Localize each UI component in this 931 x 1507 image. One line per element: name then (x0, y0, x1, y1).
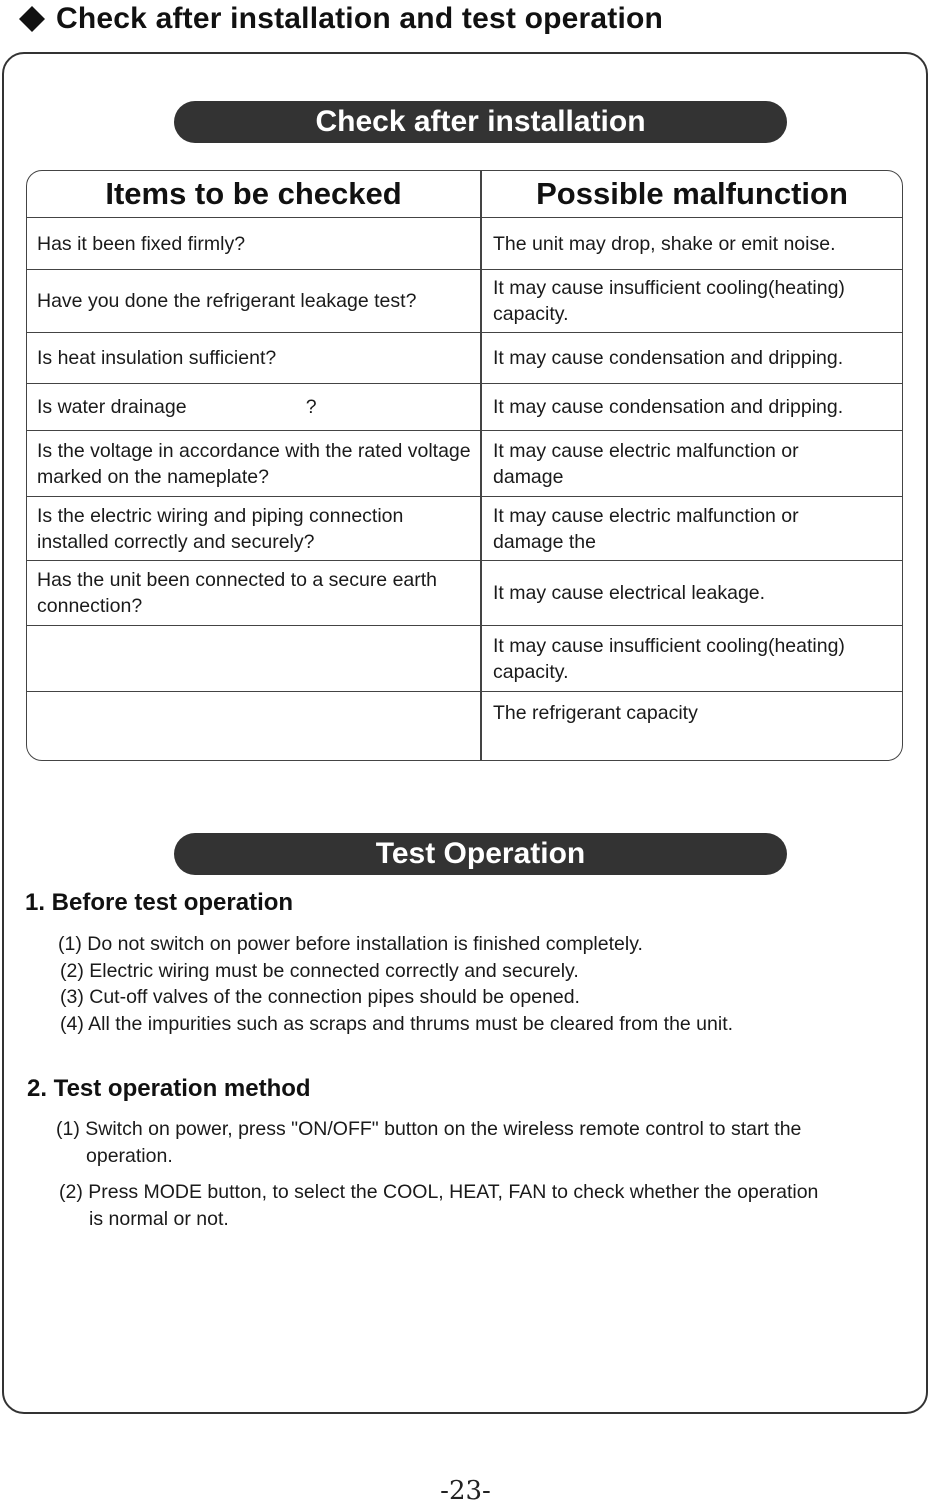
list-item-line: is normal or not. (89, 1208, 229, 1230)
before-test-operation-heading: 1. Before test operation (25, 889, 294, 916)
malfunction-cell: It may cause insufficient cooling(heating) capacity. (493, 634, 845, 683)
malfunction-cell: It may cause condensation and dripping. (493, 396, 844, 418)
malfunction-cell: The unit may drop, shake or emit noise. (493, 232, 836, 255)
list-item: (3) Cut-off valves of the connection pipes should be opened. (60, 986, 580, 1008)
header-items-to-be-checked: Items to be checked (105, 176, 402, 211)
check-table (26, 170, 903, 761)
page-heading-text: Check after installation and test operation (56, 2, 664, 35)
header-possible-malfunction: Possible malfunction (536, 176, 848, 211)
item-cell: Have you done the refrigerant leakage test? (37, 290, 417, 312)
item-cell: Has it been fixed firmly? (37, 232, 246, 255)
malfunction-cell: It may cause electrical leakage. (493, 582, 766, 604)
diamond-bullet-icon (18, 5, 46, 33)
table-row (27, 692, 902, 761)
table-row (27, 626, 902, 692)
page-heading (18, 0, 663, 38)
malfunction-cell: It may cause electric malfunction or damage (493, 439, 799, 488)
item-cell: Is water drainage ? (37, 396, 317, 418)
test-operation-title: Test Operation (174, 833, 787, 875)
list-item-line: (2) Press MODE button, to select the COOL, HEAT, FAN to check whether the operation (59, 1181, 819, 1203)
item-cell (37, 692, 477, 761)
malfunction-cell: The refrigerant capacity (493, 702, 698, 724)
table-row (27, 561, 902, 626)
malfunction-cell: It may cause insufficient cooling(heating) capacity. (493, 277, 845, 325)
malfunction-cell: It may cause electric malfunction or damage the (493, 504, 799, 553)
item-cell: Is heat insulation sufficient? (37, 347, 277, 369)
list-item: (2) Electric wiring must be connected correctly and securely. (60, 960, 579, 982)
table-row (27, 333, 902, 384)
item-cell: Is the electric wiring and piping connection installed correctly and securely? (37, 504, 404, 553)
table-header-row (27, 171, 902, 218)
list-item: (4) All the impurities such as scraps and thrums must be cleared from the unit. (60, 1013, 734, 1035)
table-row (27, 431, 902, 497)
list-item-line: (1) Switch on power, press "ON/OFF" button on the wireless remote control to start the (56, 1118, 802, 1140)
list-item-line: operation. (86, 1145, 173, 1167)
list-item (56, 1116, 801, 1170)
table-row (27, 218, 902, 270)
item-cell: Has the unit been connected to a secure earth connection? (37, 569, 438, 617)
item-cell: Is the voltage in accordance with the rated voltage marked on the nameplate? (37, 439, 471, 488)
list-item: (1) Do not switch on power before installation is finished completely. (58, 933, 643, 955)
table-row (27, 384, 902, 431)
malfunction-cell: It may cause condensation and dripping. (493, 347, 844, 369)
table-row (27, 497, 902, 561)
test-operation-method-heading: 2. Test operation method (27, 1075, 311, 1102)
check-section-title: Check after installation (174, 101, 787, 143)
table-row (27, 270, 902, 333)
item-cell (37, 626, 477, 691)
list-item (59, 1179, 818, 1233)
page-number: -23- (440, 1476, 491, 1506)
